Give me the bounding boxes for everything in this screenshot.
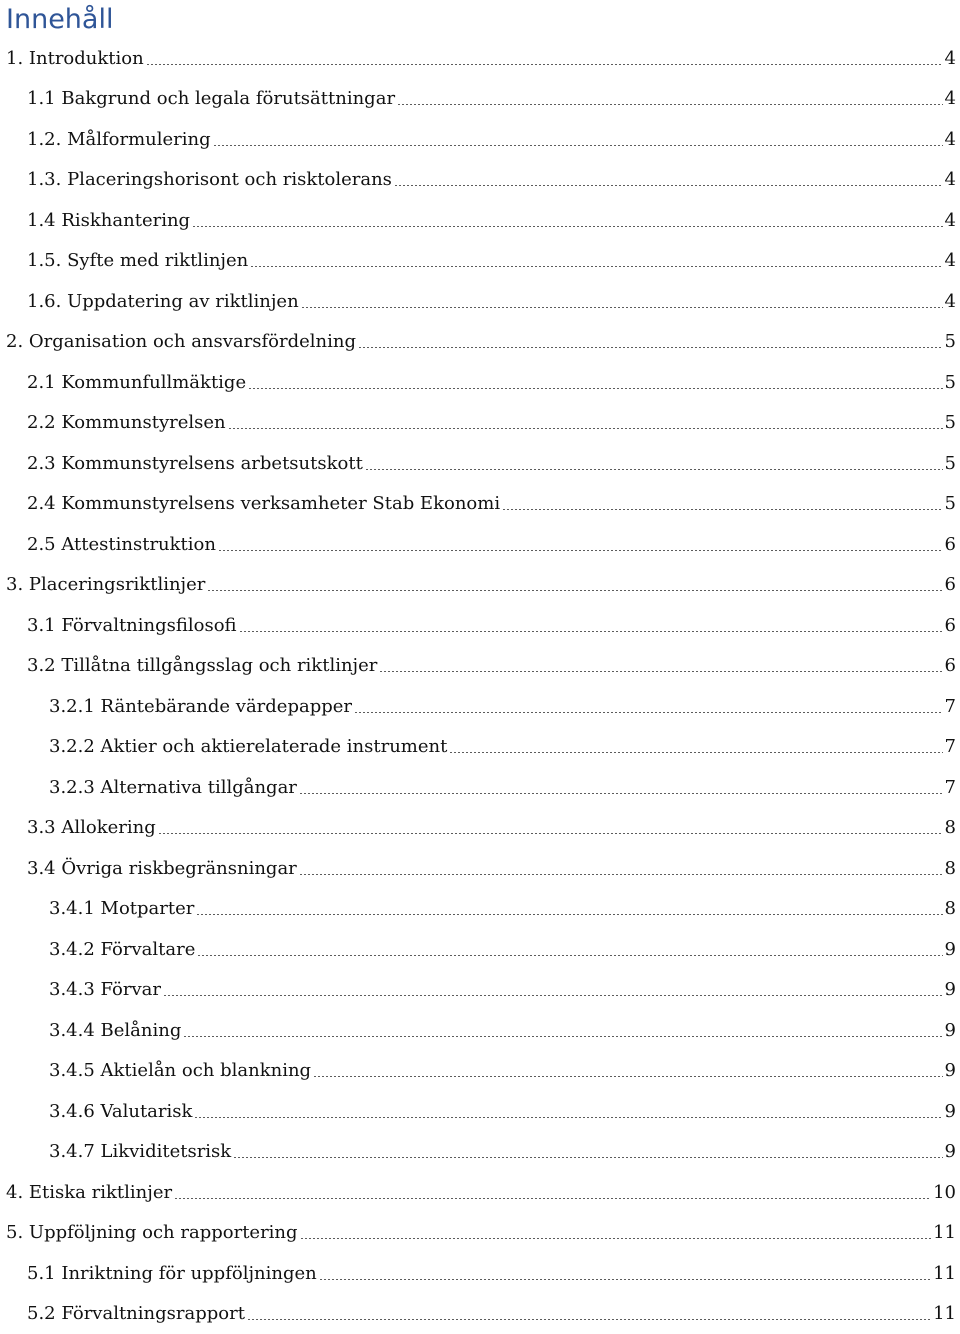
dot-leader — [146, 64, 943, 65]
dot-leader — [192, 226, 942, 227]
dot-leader — [319, 1279, 931, 1280]
toc-entry-title: 2.3 Kommunstyrelsens arbetsutskott — [27, 453, 363, 474]
toc-entry[interactable] — [0, 646, 960, 687]
toc-entry-title: 1.6. Uppdatering av riktlinjen — [27, 291, 299, 312]
toc-entry-page-number: 4 — [945, 291, 956, 312]
toc-entry-page-number: 4 — [945, 169, 956, 190]
toc-entry[interactable] — [0, 565, 960, 606]
toc-entry[interactable] — [0, 1051, 960, 1092]
toc-entry-page-number: 11 — [933, 1222, 956, 1243]
toc-entry[interactable] — [0, 889, 960, 930]
toc-entry-page-number: 5 — [945, 453, 956, 474]
toc-entry-title: 5. Uppföljning och rapportering — [6, 1222, 298, 1243]
toc-entry-page-number: 9 — [945, 939, 956, 960]
toc-entry-title: 3.4.3 Förvar — [49, 979, 161, 1000]
toc-entry-title: 3.4.1 Motparter — [49, 898, 194, 919]
toc-entry-page-number: 6 — [945, 615, 956, 636]
toc-entry-title: 3.2.2 Aktier och aktierelaterade instrument — [49, 736, 447, 757]
toc-entry-title: 2.2 Kommunstyrelsen — [27, 412, 226, 433]
dot-leader — [233, 1157, 942, 1158]
toc-entry-title: 3.4.5 Aktielån och blankning — [49, 1060, 311, 1081]
toc-entry-title: 2. Organisation och ansvarsfördelning — [6, 331, 356, 352]
toc-entry[interactable] — [0, 1213, 960, 1254]
toc-entry-title: 3.3 Allokering — [27, 817, 156, 838]
toc-entry-page-number: 9 — [945, 979, 956, 1000]
toc-entry-title: 1.2. Målformulering — [27, 129, 211, 150]
toc-entry-page-number: 7 — [945, 696, 956, 717]
dot-leader — [397, 104, 943, 105]
toc-entry[interactable] — [0, 970, 960, 1011]
toc-entry-title: 1. Introduktion — [6, 48, 144, 69]
toc-entry[interactable] — [0, 38, 960, 79]
toc-entry-title: 3. Placeringsriktlinjer — [6, 574, 205, 595]
toc-title: Innehåll — [6, 0, 113, 40]
toc-entry[interactable] — [0, 322, 960, 363]
toc-entry-title: 1.5. Syfte med riktlinjen — [27, 250, 248, 271]
dot-leader — [213, 145, 943, 146]
dot-leader — [218, 550, 943, 551]
toc-entry-page-number: 8 — [945, 858, 956, 879]
dot-leader — [247, 1319, 931, 1320]
table-of-contents — [0, 38, 960, 1334]
dot-leader — [196, 914, 942, 915]
toc-entry[interactable] — [0, 524, 960, 565]
dot-leader — [394, 185, 943, 186]
toc-entry[interactable] — [0, 1091, 960, 1132]
toc-entry-title: 3.2.3 Alternativa tillgångar — [49, 777, 297, 798]
toc-entry-page-number: 8 — [945, 817, 956, 838]
dot-leader — [299, 874, 943, 875]
toc-entry-page-number: 9 — [945, 1060, 956, 1081]
toc-entry-page-number: 10 — [933, 1182, 956, 1203]
toc-entry[interactable] — [0, 1010, 960, 1051]
toc-entry-page-number: 5 — [945, 372, 956, 393]
toc-entry[interactable] — [0, 1132, 960, 1173]
toc-entry-title: 3.2.1 Räntebärande värdepapper — [49, 696, 352, 717]
toc-entry[interactable] — [0, 362, 960, 403]
toc-entry[interactable] — [0, 119, 960, 160]
toc-entry-page-number: 4 — [945, 48, 956, 69]
dot-leader — [248, 388, 942, 389]
toc-entry-page-number: 9 — [945, 1141, 956, 1162]
toc-entry[interactable] — [0, 403, 960, 444]
toc-entry[interactable] — [0, 848, 960, 889]
dot-leader — [250, 266, 942, 267]
toc-entry-title: 1.1 Bakgrund och legala förutsättningar — [27, 88, 395, 109]
toc-entry-title: 3.4.7 Likviditetsrisk — [49, 1141, 231, 1162]
toc-entry-title: 5.2 Förvaltningsrapport — [27, 1303, 245, 1324]
toc-entry-page-number: 7 — [945, 736, 956, 757]
toc-entry[interactable] — [0, 241, 960, 282]
dot-leader — [300, 1238, 932, 1239]
dot-leader — [194, 1117, 942, 1118]
toc-entry[interactable] — [0, 929, 960, 970]
toc-entry-title: 2.1 Kommunfullmäktige — [27, 372, 246, 393]
toc-entry-title: 3.4.2 Förvaltare — [49, 939, 195, 960]
toc-entry-title: 2.4 Kommunstyrelsens verksamheter Stab Ekonomi — [27, 493, 500, 514]
dot-leader — [183, 1036, 942, 1037]
toc-entry-page-number: 4 — [945, 210, 956, 231]
toc-entry-page-number: 5 — [945, 412, 956, 433]
dot-leader — [379, 671, 942, 672]
toc-entry[interactable] — [0, 727, 960, 768]
toc-entry-page-number: 6 — [945, 574, 956, 595]
dot-leader — [228, 428, 943, 429]
dot-leader — [358, 347, 943, 348]
toc-entry-page-number: 5 — [945, 493, 956, 514]
toc-entry[interactable] — [0, 686, 960, 727]
toc-entry-page-number: 11 — [933, 1303, 956, 1324]
dot-leader — [158, 833, 943, 834]
toc-entry-page-number: 4 — [945, 88, 956, 109]
toc-entry[interactable] — [0, 1172, 960, 1213]
toc-entry-title: 5.1 Inriktning för uppföljningen — [27, 1263, 317, 1284]
dot-leader — [301, 307, 943, 308]
toc-entry[interactable] — [0, 605, 960, 646]
dot-leader — [502, 509, 942, 510]
toc-entry-page-number: 6 — [945, 534, 956, 555]
toc-entry-title: 3.4.6 Valutarisk — [49, 1101, 192, 1122]
dot-leader — [174, 1198, 931, 1199]
toc-entry-page-number: 9 — [945, 1020, 956, 1041]
toc-entry-title: 3.4 Övriga riskbegränsningar — [27, 858, 297, 879]
toc-entry[interactable] — [0, 200, 960, 241]
toc-entry-page-number: 4 — [945, 129, 956, 150]
toc-entry-page-number: 7 — [945, 777, 956, 798]
toc-entry[interactable] — [0, 484, 960, 525]
toc-entry-title: 3.4.4 Belåning — [49, 1020, 181, 1041]
toc-entry-page-number: 4 — [945, 250, 956, 271]
toc-entry[interactable] — [0, 79, 960, 120]
toc-entry-page-number: 8 — [945, 898, 956, 919]
toc-entry-page-number: 6 — [945, 655, 956, 676]
dot-leader — [365, 469, 943, 470]
dot-leader — [239, 631, 943, 632]
toc-entry-title: 1.4 Riskhantering — [27, 210, 190, 231]
dot-leader — [299, 793, 943, 794]
toc-entry[interactable] — [0, 160, 960, 201]
dot-leader — [197, 955, 942, 956]
dot-leader — [449, 752, 942, 753]
toc-entry[interactable] — [0, 1294, 960, 1334]
toc-entry[interactable] — [0, 443, 960, 484]
toc-entry-title: 2.5 Attestinstruktion — [27, 534, 216, 555]
toc-entry-title: 3.2 Tillåtna tillgångsslag och riktlinjer — [27, 655, 377, 676]
toc-entry-page-number: 9 — [945, 1101, 956, 1122]
toc-entry[interactable] — [0, 1253, 960, 1294]
dot-leader — [207, 590, 942, 591]
toc-entry-page-number: 11 — [933, 1263, 956, 1284]
dot-leader — [354, 712, 943, 713]
toc-entry[interactable] — [0, 281, 960, 322]
toc-entry[interactable] — [0, 808, 960, 849]
toc-entry-title: 1.3. Placeringshorisont och risktolerans — [27, 169, 392, 190]
toc-entry-title: 3.1 Förvaltningsfilosofi — [27, 615, 237, 636]
toc-entry[interactable] — [0, 767, 960, 808]
toc-entry-page-number: 5 — [945, 331, 956, 352]
dot-leader — [163, 995, 943, 996]
toc-entry-title: 4. Etiska riktlinjer — [6, 1182, 172, 1203]
dot-leader — [313, 1076, 942, 1077]
